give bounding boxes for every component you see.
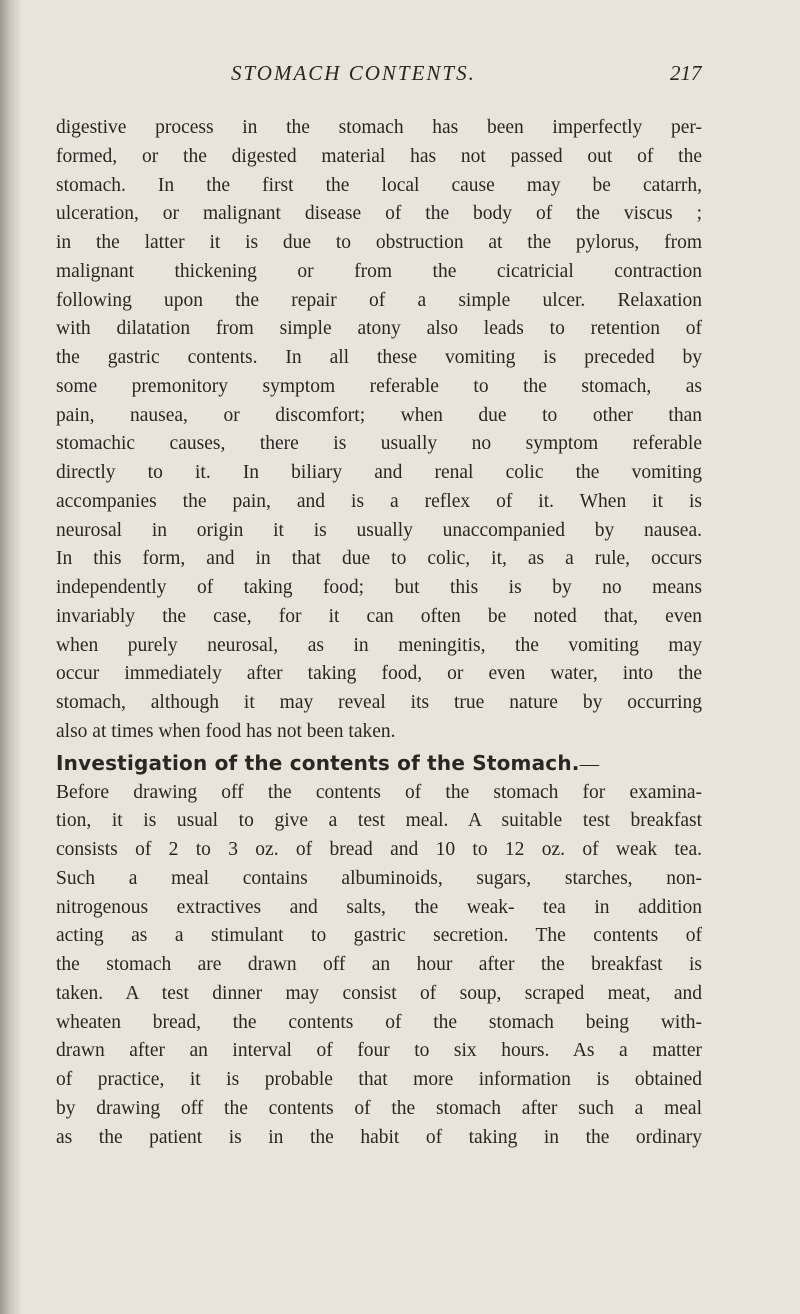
text-line: ulceration, or malignant disease of the body of the viscus ; [56, 203, 702, 225]
text-line: In this form, and in that due to colic, it, as a rule, occurs [56, 548, 702, 570]
text-line: some premonitory symptom referable to the stomach, as [56, 375, 702, 397]
text-line: Such a meal contains albuminoids, sugars, starches, non- [56, 867, 702, 889]
text-line: taken. A test dinner may consist of soup, scraped meat, and [56, 982, 702, 1004]
text-line: pain, nausea, or discomfort; when due to other than [56, 404, 702, 426]
text-line: wheaten bread, the contents of the stomach being with- [56, 1011, 702, 1033]
text-line: stomach. In the first the local cause may be catarrh, [56, 174, 702, 196]
section-heading-line [56, 747, 702, 779]
text-line: of practice, it is probable that more information is obtained [56, 1069, 702, 1090]
section-heading: Investigation of the contents of the Stomach. [56, 750, 580, 775]
text-line: as the patient is in the habit of taking in the ordinary [56, 1126, 702, 1148]
text-line: the gastric contents. In all these vomiting is preceded by [56, 347, 702, 368]
text-line: Before drawing off the contents of the stomach for examina- [56, 781, 702, 803]
text-line: also at times when food has not been taken. [56, 720, 396, 742]
text-line: neurosal in origin it is usually unaccompanied by nausea. [56, 519, 702, 541]
running-title: STOMACH CONTENTS. [231, 61, 476, 85]
text-line: following upon the repair of a simple ulcer. Relaxation [56, 289, 702, 311]
text-line: drawn after an interval of four to six hours. As a matter [56, 1040, 702, 1062]
text-line: with dilatation from simple atony also leads to retention of [56, 318, 702, 340]
text-line: nitrogenous extractives and salts, the weak- tea in addition [56, 896, 702, 918]
paragraph-1 [56, 114, 702, 747]
section-heading-dash: — [579, 753, 600, 775]
paragraph-2 [56, 779, 702, 1153]
text-line: independently of taking food; but this is by no means [56, 577, 702, 598]
text-line: when purely neurosal, as in meningitis, the vomiting may [56, 634, 702, 656]
text-line: occur immediately after taking food, or even water, into the [56, 663, 702, 685]
text-line: directly to it. In biliary and renal colic the vomiting [56, 462, 702, 483]
text-line: digestive process in the stomach has been imperfectly per- [56, 117, 702, 138]
text-line: stomachic causes, there is usually no symptom referable [56, 433, 702, 455]
text-line: invariably the case, for it can often be noted that, even [56, 605, 702, 627]
text-line: in the latter it is due to obstruction at the pylorus, from [56, 232, 702, 253]
text-line: acting as a stimulant to gastric secretion. The contents of [56, 925, 702, 947]
body-text [56, 114, 702, 1152]
text-line: malignant thickening or from the cicatricial contraction [56, 260, 702, 282]
text-line: by drawing off the contents of the stomach after such a meal [56, 1097, 702, 1119]
text-line: the stomach are drawn off an hour after the breakfast is [56, 954, 702, 975]
page-gutter-shadow [0, 0, 22, 1314]
text-line: formed, or the digested material has not passed out of the [56, 145, 702, 167]
text-line: accompanies the pain, and is a reflex of it. When it is [56, 490, 702, 512]
running-header [0, 58, 800, 92]
text-line: consists of 2 to 3 oz. of bread and 10 to 12 oz. of weak tea. [56, 839, 702, 860]
text-line: stomach, although it may reveal its true nature by occurring [56, 692, 702, 713]
page-number: 217 [670, 61, 702, 85]
text-line: tion, it is usual to give a test meal. A suitable test breakfast [56, 810, 702, 832]
